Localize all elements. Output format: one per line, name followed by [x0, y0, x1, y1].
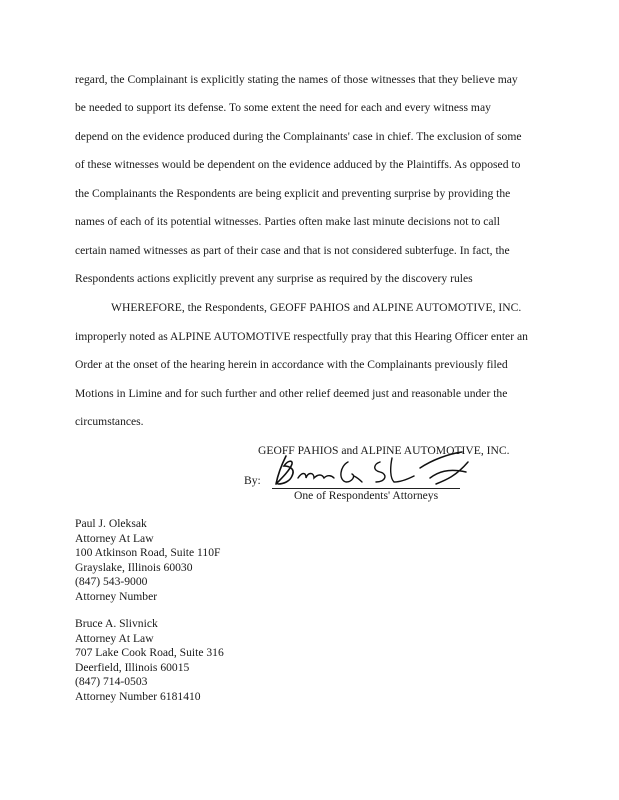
attorney-number: Attorney Number [75, 589, 158, 603]
body-line: be needed to support its defense. To some extent the need for each and every witness may [75, 101, 491, 114]
attorney-name: Bruce A. Slivnick [75, 617, 158, 630]
body-line: the Complainants the Respondents are being explicit and preventing surprise by providing the [75, 187, 511, 200]
body-line: depend on the evidence produced during the Complainants' case in chief. The exclusion of some [75, 130, 522, 143]
body-line: of these witnesses would be dependent on the evidence adduced by the Plaintiffs. As opposed to [75, 158, 521, 171]
attorney-phone: (847) 543-9000 [75, 575, 148, 589]
attorney-block [75, 517, 220, 605]
prayer-line: Motions in Limine and for such further and other relief deemed just and reasonable under the [75, 387, 508, 400]
attorney-street: 100 Atkinson Road, Suite 110F [75, 546, 221, 560]
attorney-block [75, 617, 224, 705]
attorney-city: Grayslake, Illinois 60030 [75, 560, 193, 574]
prayer-line: Order at the onset of the hearing herein in accordance with the Complainants previously filed [75, 358, 508, 371]
body-line: certain named witnesses as part of their case and that is not considered subterfuge. In fact, the [75, 244, 510, 257]
signature-by-label: By: [244, 474, 261, 487]
signature-role: One of Respondents' Attorneys [294, 489, 439, 502]
attorney-title: Attorney At Law [75, 631, 154, 645]
prayer-line: WHEREFORE, the Respondents, GEOFF PAHIOS and ALPINE AUTOMOTIVE, INC. [111, 301, 522, 314]
signature-company: GEOFF PAHIOS and ALPINE AUTOMOTIVE, INC. [258, 444, 510, 457]
body-line: regard, the Complainant is explicitly stating the names of those witnesses that they believe may [75, 73, 518, 86]
attorney-title: Attorney At Law [75, 531, 154, 545]
attorney-street: 707 Lake Cook Road, Suite 316 [75, 646, 224, 660]
attorney-name: Paul J. Oleksak [75, 517, 147, 530]
prayer-line: improperly noted as ALPINE AUTOMOTIVE respectfully pray that this Hearing Officer enter an [75, 330, 528, 343]
attorney-city: Deerfield, Illinois 60015 [75, 660, 190, 674]
body-line: Respondents actions explicitly prevent any surprise as required by the discovery rules [75, 272, 473, 285]
body-line: names of each of its potential witnesses. Parties often make last minute decisions not to call [75, 215, 501, 228]
attorney-phone: (847) 714-0503 [75, 675, 148, 689]
handwritten-signature [262, 448, 472, 490]
attorney-number: Attorney Number 6181410 [75, 689, 201, 703]
prayer-line: circumstances. [75, 415, 144, 428]
